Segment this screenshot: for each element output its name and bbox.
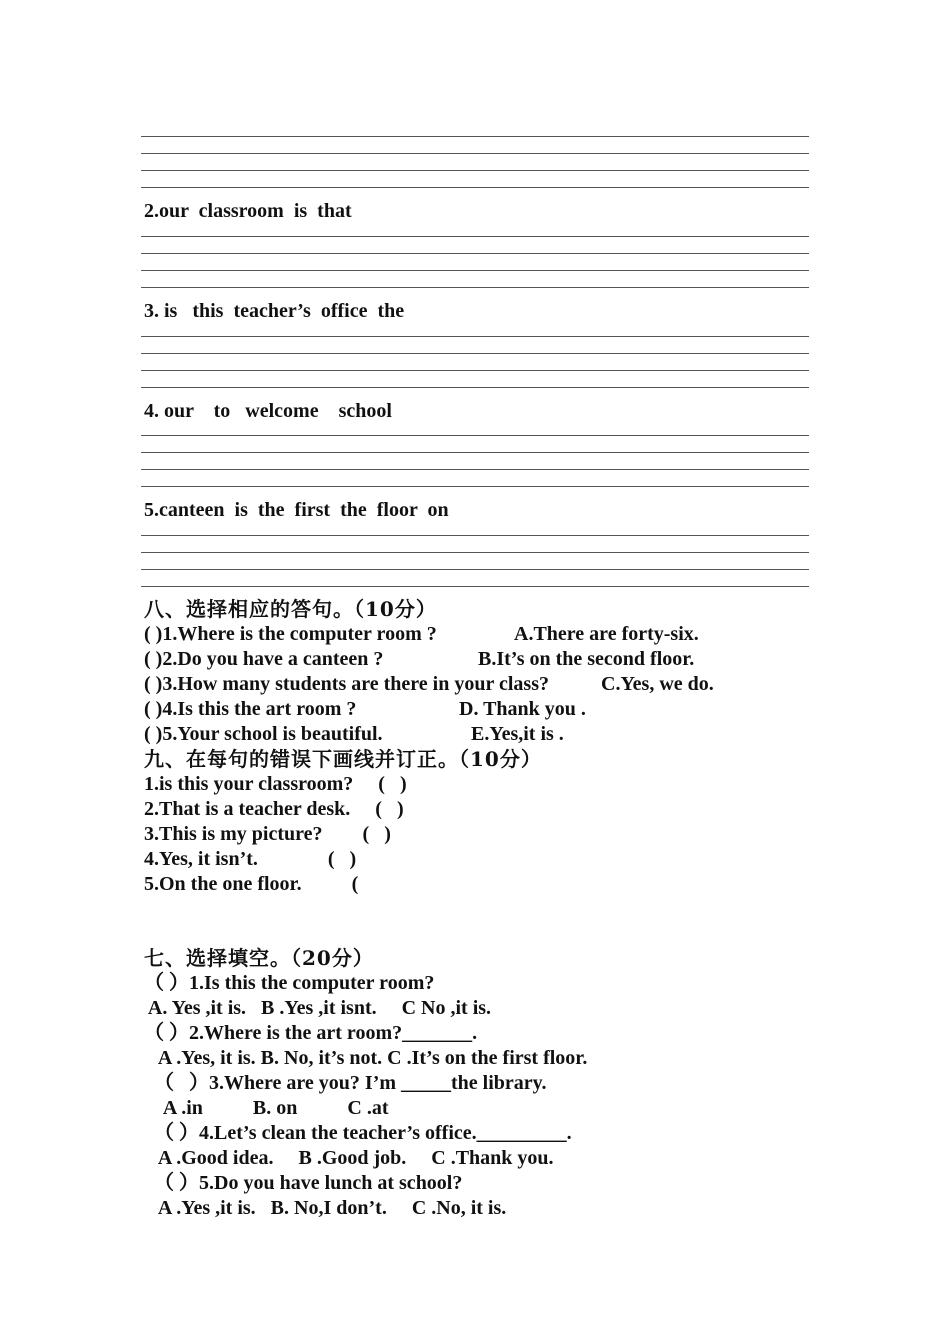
section8-answer-a: A.There are forty-six.	[514, 623, 699, 645]
writing-line[interactable]	[141, 187, 809, 188]
section7-question-3: （ ）3.Where are you? I’m _____the library.	[144, 1072, 547, 1094]
section8-answer-d: D. Thank you .	[459, 698, 586, 720]
writing-line[interactable]	[141, 586, 809, 587]
section8-question-2: ( )2.Do you have a canteen ?	[144, 648, 384, 670]
reorder-item-3: 3. is this teacher’s office the	[144, 300, 405, 322]
writing-line[interactable]	[141, 136, 809, 137]
writing-line[interactable]	[141, 435, 809, 436]
section8-answer-b: B.It’s on the second floor.	[478, 648, 695, 670]
section7-question-1: （ ）1.Is this the computer room?	[144, 972, 435, 994]
writing-line[interactable]	[141, 153, 809, 154]
section8-answer-c: C.Yes, we do.	[601, 673, 714, 695]
writing-line[interactable]	[141, 287, 809, 288]
section7-options-4: A .Good idea. B .Good job. C .Thank you.	[144, 1147, 554, 1169]
section8-question-4: ( )4.Is this the art room ?	[144, 698, 357, 720]
reorder-item-5: 5.canteen is the first the floor on	[144, 499, 449, 521]
section8-answer-e: E.Yes,it is .	[471, 723, 564, 745]
section8-title: 八、选择相应的答句。（10分）	[144, 597, 437, 621]
writing-line[interactable]	[141, 486, 809, 487]
section9-item-1: 1.is this your classroom? ( )	[144, 773, 407, 795]
writing-line[interactable]	[141, 387, 809, 388]
section7-question-2: （ ）2.Where is the art room?_______.	[144, 1022, 478, 1044]
section9-item-5: 5.On the one floor. (	[144, 873, 359, 895]
writing-line[interactable]	[141, 253, 809, 254]
writing-line[interactable]	[141, 336, 809, 337]
section8-question-1: ( )1.Where is the computer room ?	[144, 623, 437, 645]
section9-item-3: 3.This is my picture? ( )	[144, 823, 391, 845]
reorder-item-4: 4. our to welcome school	[144, 400, 392, 422]
writing-line[interactable]	[141, 552, 809, 553]
writing-line[interactable]	[141, 270, 809, 271]
section9-item-4: 4.Yes, it isn’t. ( )	[144, 848, 357, 870]
writing-line[interactable]	[141, 469, 809, 470]
section9-title: 九、在每句的错误下画线并订正。（10分）	[144, 747, 542, 771]
writing-line[interactable]	[141, 452, 809, 453]
section7-question-4: （ ）4.Let’s clean the teacher’s office._________.	[144, 1122, 572, 1144]
writing-line[interactable]	[141, 370, 809, 371]
writing-line[interactable]	[141, 170, 809, 171]
section7-options-2: A .Yes, it is. B. No, it’s not. C .It’s on the first floor.	[144, 1047, 588, 1069]
writing-line[interactable]	[141, 353, 809, 354]
writing-line[interactable]	[141, 535, 809, 536]
writing-line[interactable]	[141, 569, 809, 570]
writing-line[interactable]	[141, 236, 809, 237]
section7-options-5: A .Yes ,it is. B. No,I don’t. C .No, it is.	[144, 1197, 507, 1219]
section7-title: 七、选择填空。（20分）	[144, 946, 374, 970]
section7-options-1: A. Yes ,it is. B .Yes ,it isnt. C No ,it is.	[144, 997, 492, 1019]
reorder-item-2: 2.our classroom is that	[144, 200, 352, 222]
section8-question-3: ( )3.How many students are there in your class?	[144, 673, 549, 695]
section7-options-3: A .in B. on C .at	[144, 1097, 389, 1119]
section7-question-5: （ ）5.Do you have lunch at school?	[144, 1172, 463, 1194]
section8-question-5: ( )5.Your school is beautiful.	[144, 723, 383, 745]
section9-item-2: 2.That is a teacher desk. ( )	[144, 798, 404, 820]
